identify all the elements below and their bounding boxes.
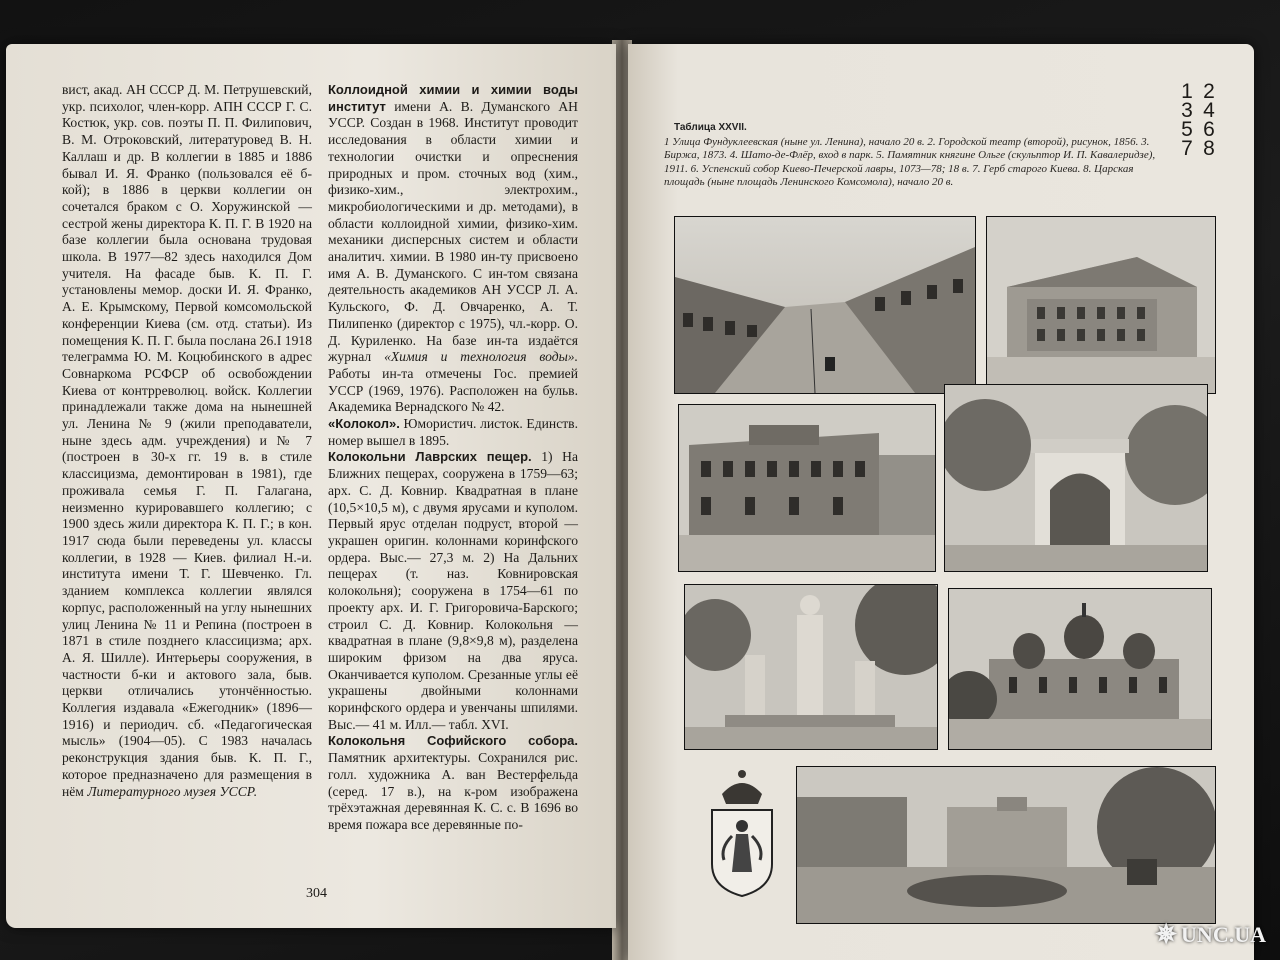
body-text: 1) На Ближних пещерах, сооружена в 1759—63; арх. С. Д. Ковнир. Квадратная в плане (10,5×10,5 м), с двумя ярусами и куполом. Первый ярус отделан подруст, второй — украшен оригин. колоннами коринфского ордера. Выс.— 27,3 м. 2) На Дальних пещерах (т. наз. Ковнировская колокольня); сооружена в 1754—61 по проекту арх. И. Г. Григоровича-Барского; строил С. Д. Ковнир. Колокольня — квадратная в плане (9,8×9,8 м), разделена широким фризом на два яруса. Оканчивается куполом. Срезанные углы её украшены двойными колоннами коринфского ордера и увенчаны шпилями. Выс.— 41 м. Илл.— табл. XVI. xyxy=(328,449,578,732)
entry-heading: Колокольня Софийского собора. xyxy=(328,733,578,749)
plate-key-number: 1 xyxy=(1181,80,1193,103)
left-page xyxy=(6,44,616,928)
watermark xyxy=(1155,920,1266,950)
plate-key-number: 4 xyxy=(1203,99,1215,122)
text-paragraph xyxy=(328,82,578,416)
body-text: вист, акад. АН СССР Д. М. Петрушевский, укр. психолог, член-корр. АПН СССР Г. С. Костюк, укр. сов. поэты П. П. Филипович, В. М. Отроковский, литературовед В. Н. Каллаш и др. В коллегии в 1885 и 1886 бывал И. Я. Франко (пользовался её б-кой); в 1886 в церкви коллегии он сочетался браком с О. Хоружинской — сестрой жены директора К. П. Г. В 1920 на базе коллегии была основана трудовая школа. В 1977—82 здесь находился Дом учителя. На фасаде быв. К. П. Г. установлены мемор. доски И. Я. Франко, А. Е. Крымскому, Первой комсомольской конференции Киева (см. отд. статьи). Из помещения К. П. Г. была послана 26.I 1918 телеграмма Ю. М. Коцюбинского в адрес Совнаркома РСФСР об освобождении Киева от контрреволюц. войск. Коллегии принадлежали также дома на нынешней ул. Ленина № 9 (жили преподаватели, ныне здесь адм. учреждения) и № 7 (построен в 30-х гг. 19 в. в стиле классицизма, демонтирован в 1981), где проживала семья Г. П. Галагана, неизменно курировавшего коллегию; с 1900 здесь жили директора К. П. Г.; в кон. 1917 сюда были переведены ул. классы коллегии, в 1928 — Киев. филиал Н.-и. института имени Т. Г. Шевченко. Гл. зданием комплекса коллегии являлся корпус, расположенный на углу нынешних улиц Ленина № 11 и Репина (построен в 1871 в стиле позднего классицизма; арх. А. Я. Шилле). Интерьеры сооружения, в частности б-ки и актового зала, быв. церкви отличались утончённостью. Коллегия издавала «Ежегодник» (1896—1916) и периодич. сб. «Педагогическая мысль» (1904—05). С 1983 началась реконструкция здания быв. К. П. Г., которое предназначено для размещения в нём xyxy=(62,82,312,799)
italic-text: Литературного музея УССР. xyxy=(87,783,258,799)
photo-exchange xyxy=(678,404,936,572)
photo-street-fundukleevskaya xyxy=(674,216,976,394)
star-icon: ✵ xyxy=(1155,920,1178,949)
photo-tsarskaya-square xyxy=(796,766,1216,924)
table-title: Таблица XXVII. xyxy=(674,122,747,133)
coat-of-arms-kiev-icon xyxy=(702,764,782,900)
photo-city-theatre xyxy=(986,216,1216,394)
plate-caption: 1 Улица Фундуклеевская (ныне ул. Ленина), начало 20 в. 2. Городской театр (второй), рисунок, 1856. 3. Биржа, 1873. 4. Шато-де-Флёр, вход в парк. 5. Памятник княгине Ольге (скульптор И. П. Кавалеридзе), 1911. 6. Успенский собор Киево-Печерской лавры, 1073—78; 18 в. 7. Герб старого Киева. 8. Царская площадь (ныне площадь Ленинского Комсомола), начало 20 в. xyxy=(664,136,1156,188)
body-text: Юмористич. листок. Единств. номер вышел в 1895. xyxy=(328,416,578,448)
entry-heading: «Колокол». xyxy=(328,416,400,432)
entry-heading: Колокольни Лаврских пещер. xyxy=(328,449,532,465)
text-paragraph xyxy=(328,733,578,833)
photo-chateau-de-fleur-gate xyxy=(944,384,1208,572)
right-page xyxy=(628,44,1254,960)
plate-key-number: 7 xyxy=(1181,137,1193,160)
photo-uspensky-cathedral xyxy=(948,588,1212,750)
plate-key-number: 8 xyxy=(1203,137,1215,160)
text-column-left xyxy=(62,82,312,800)
text-paragraph xyxy=(328,449,578,733)
plate-key-number: 5 xyxy=(1181,118,1193,141)
body-text: имени А. В. Думанского АН УССР. Создан в 1968. Институт проводит исследования в области химии и технологии очистки и опреснения природных и пром. сточных вод (хим., физико-хим., электрохим., микробиологическими и др. методами), в области коллоидной химии, физико-хим. механики дисперсных систем и области аналитич. химии. В 1980 ин-ту присвоено имя А. В. Думанского. С ин-том связана деятельность академиков АН УССР Л. А. Кульского, Ф. Д. Овчаренко, А. Т. Пилипенко (директор с 1975), чл.-корр. О. Д. Куриленко. На базе ин-та издаётся журнал xyxy=(328,98,578,365)
text-paragraph xyxy=(62,82,312,800)
plate-key-number: 3 xyxy=(1181,99,1193,122)
entry-heading: Коллоидной химии и химии воды институт xyxy=(328,82,578,114)
watermark-text: UNC.UA xyxy=(1181,922,1266,947)
plate-key-number: 6 xyxy=(1203,118,1215,141)
plate-key-number: 2 xyxy=(1203,80,1215,103)
page-number: 304 xyxy=(306,886,327,901)
photo-monument-olga xyxy=(684,584,938,750)
italic-text: «Химия и технология воды». xyxy=(384,349,578,365)
body-text: Работы ин-та отмечены Гос. премией УССР (1969, 1976). Расположен на бульв. Академика Вернадского № 42. xyxy=(328,365,578,415)
text-column-right xyxy=(328,82,578,834)
plate-key-grid xyxy=(1176,82,1220,158)
text-paragraph xyxy=(328,416,578,449)
body-text: Памятник архитектуры. Сохранился рис. голл. художника А. ван Вестерфельда (серед. 17 в.), на к-ром изображена трёхэтажная деревянная К. С. с. В 1696 во время пожара все деревянные по- xyxy=(328,750,578,832)
